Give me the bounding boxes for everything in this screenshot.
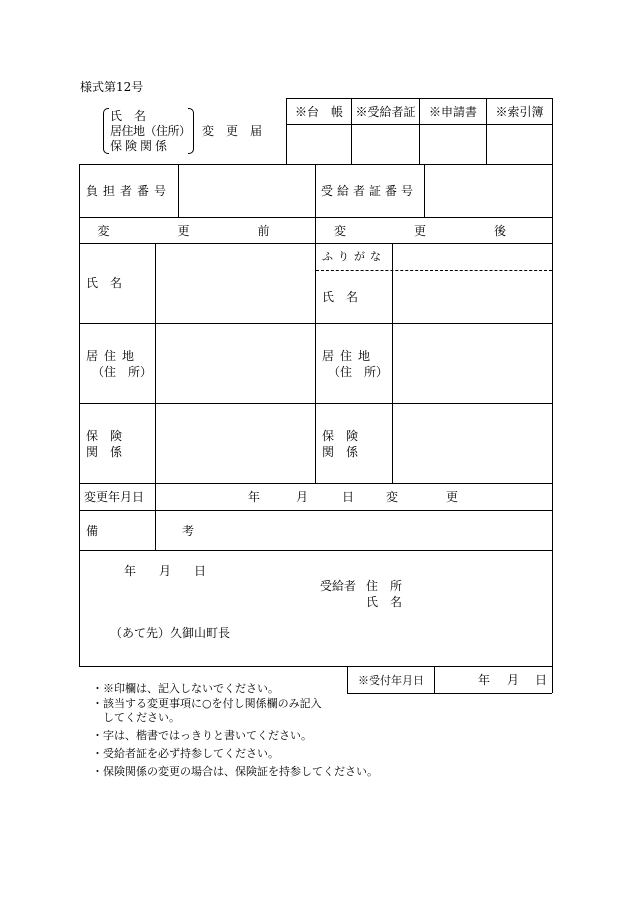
remarks-field[interactable] [156, 511, 552, 550]
recipient-number-label: 受給者証番号 [321, 184, 418, 198]
note-2-cont: してください。 [92, 711, 180, 724]
change-date-day: 日 [342, 490, 355, 504]
insurance-before-label-2: 関 係 [86, 445, 123, 459]
address-after-label-2: （住 所） [328, 365, 389, 379]
insurance-after-field[interactable] [393, 404, 552, 483]
office-stamp-index[interactable] [487, 125, 552, 164]
address-before-field[interactable] [156, 324, 315, 403]
insurance-before-field[interactable] [156, 404, 315, 483]
change-date-year: 年 [248, 490, 261, 504]
office-box-recipient-cert: ※受給者証 [355, 104, 416, 119]
insurance-after-label-2: 関 係 [322, 445, 359, 459]
receipt-date-label: ※受付年月日 [358, 673, 424, 687]
note-5: ・保険関係の変更の場合は、保険証を持参してください。 [92, 765, 378, 778]
applicant-date-day: 日 [194, 564, 207, 578]
insurance-before-label-1: 保 険 [86, 429, 123, 443]
address-before-label-1: 居住地 [86, 349, 141, 363]
form-title: 変 更 届 [202, 124, 263, 138]
receipt-date-day: 日 [535, 673, 548, 687]
insurance-after-label-1: 保 険 [322, 429, 359, 443]
office-stamp-recipient-cert[interactable] [352, 125, 419, 164]
addressee: （あて先）久御山町長 [110, 626, 231, 640]
title-item-address: 居住地（住所） [110, 124, 191, 138]
furigana-field[interactable] [393, 244, 552, 270]
title-item-name: 氏 名 [110, 109, 147, 123]
office-box-ledger: ※台 帳 [294, 104, 343, 119]
applicant-signature-field[interactable] [410, 574, 550, 614]
name-before-label: 氏 名 [86, 276, 123, 290]
name-after-label: 氏 名 [322, 290, 359, 304]
recipient-number-field[interactable] [425, 165, 552, 217]
applicant-date-year: 年 [124, 564, 137, 578]
office-box-index: ※索引簿 [495, 104, 544, 119]
recipient-address-label: 住 所 [366, 579, 403, 593]
header-after: 変 更 後 [333, 223, 534, 238]
applicant-date-month: 月 [159, 564, 172, 578]
note-1: ・※印欄は、記入しないでください。 [92, 682, 279, 695]
note-3: ・字は、楷書ではっきりと書いてください。 [92, 729, 312, 742]
change-date-field[interactable] [156, 484, 552, 510]
form-number: 様式第12号 [80, 80, 144, 94]
note-2: ・該当する変更事項に○を付し関係欄のみ記入 [92, 697, 322, 710]
burden-number-field[interactable] [179, 165, 315, 217]
recipient-name-label: 氏 名 [366, 595, 403, 609]
office-box-application: ※申請書 [428, 104, 477, 119]
address-before-label-2: （住 所） [92, 365, 153, 379]
address-after-field[interactable] [393, 324, 552, 403]
address-after-label-1: 居住地 [322, 349, 377, 363]
recipient-label: 受給者 [320, 579, 357, 593]
receipt-date-year: 年 [478, 673, 491, 687]
title-item-insurance: 保険関係 [110, 139, 171, 153]
change-date-change: 変 更 [386, 490, 477, 504]
change-date-month: 月 [296, 490, 309, 504]
bracket-left [103, 108, 109, 154]
note-4: ・受給者証を必ず持参してください。 [92, 747, 279, 760]
name-after-field[interactable] [393, 271, 552, 323]
name-before-field[interactable] [156, 244, 315, 323]
receipt-date-month: 月 [507, 673, 520, 687]
office-stamp-application[interactable] [420, 125, 486, 164]
remarks-label: 備 考 [86, 524, 231, 538]
office-stamp-ledger[interactable] [287, 125, 351, 164]
header-before: 変 更 前 [97, 223, 298, 238]
change-date-label: 変更年月日 [84, 490, 145, 504]
burden-number-label: 負担者番号 [86, 184, 172, 198]
furigana-label: ふりがな [322, 250, 386, 263]
